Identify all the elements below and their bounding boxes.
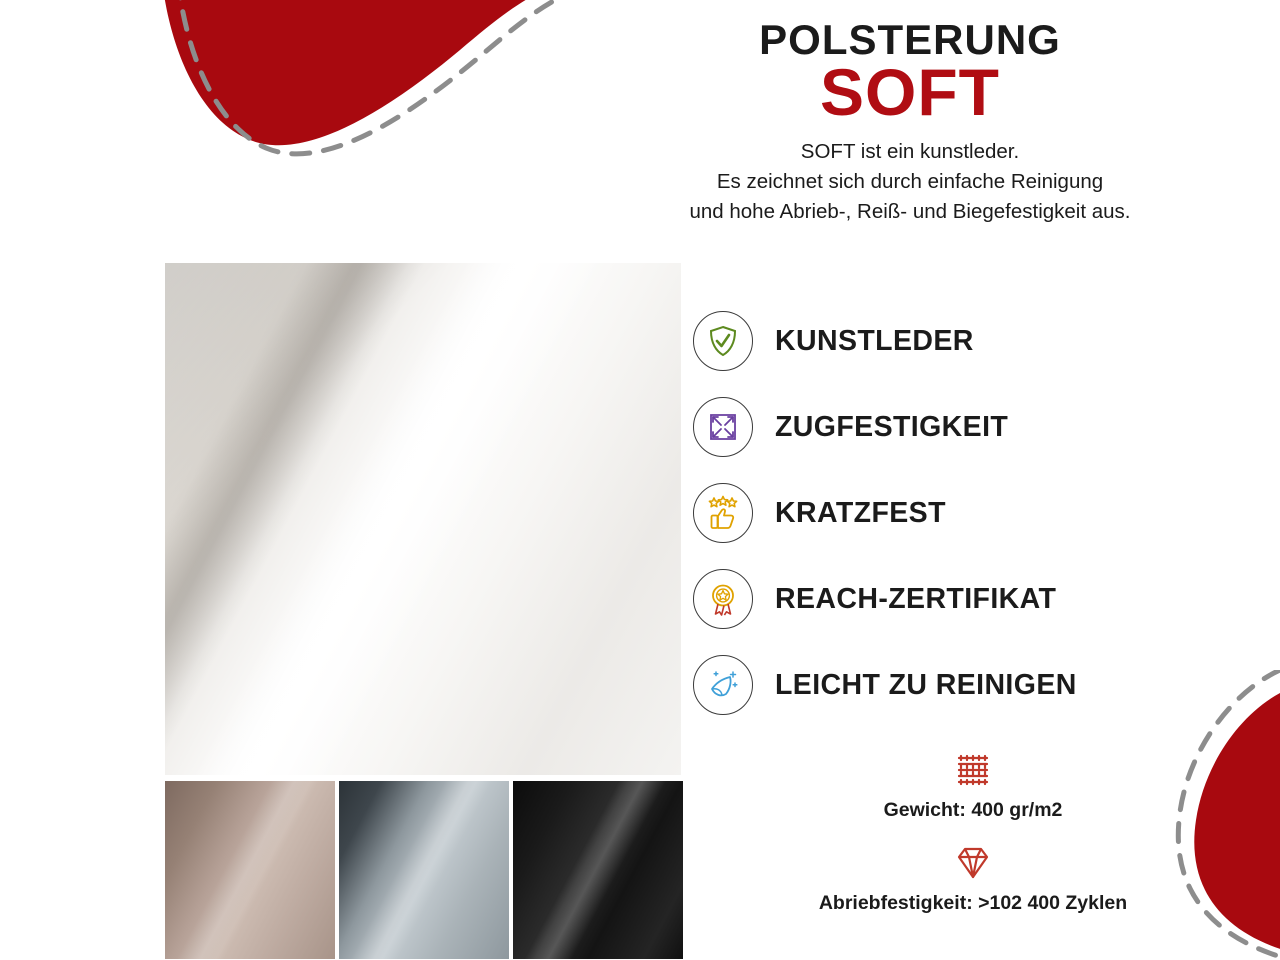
feature-item-kunstleder xyxy=(693,298,1253,384)
weave-icon xyxy=(693,745,1253,795)
spec-text: Abriebfestigkeit: >102 400 Zyklen xyxy=(818,892,1128,914)
page-title: POLSTERUNG xyxy=(759,16,1061,63)
shield-check-icon xyxy=(693,311,753,371)
cleaning-cloth-icon xyxy=(693,655,753,715)
description-line-1: SOFT ist ein kunstleder. xyxy=(800,140,1020,164)
fabric-fold-highlight xyxy=(165,781,335,959)
fabric-fold-highlight xyxy=(165,263,681,775)
tensile-arrows-icon xyxy=(693,397,753,457)
feature-item-reach-zertifikat xyxy=(693,556,1253,642)
red-ribbon-top-decoration xyxy=(100,0,620,220)
header-block xyxy=(560,18,1260,227)
fabric-fold-highlight xyxy=(513,781,683,959)
spec-list xyxy=(693,745,1253,931)
soft-taupe-thumbnail[interactable] xyxy=(165,781,335,959)
soft-grau-thumbnail[interactable] xyxy=(339,781,509,959)
thumbs-up-stars-icon xyxy=(693,483,753,543)
diamond-icon xyxy=(693,838,1253,888)
page-subtitle: SOFT xyxy=(820,55,1000,130)
description-line-3: und hohe Abrieb-, Reiß- und Biegefestigkeit aus. xyxy=(689,199,1131,223)
feature-list xyxy=(693,298,1253,728)
feature-label: KUNSTLEDER xyxy=(775,324,974,357)
spec-text: Gewicht: 400 gr/m2 xyxy=(883,799,1063,821)
feature-label: ZUGFESTIGKEIT xyxy=(775,410,1009,443)
award-rosette-icon xyxy=(693,569,753,629)
feature-item-kratzfest xyxy=(693,470,1253,556)
feature-item-leicht-zu-reinigen xyxy=(693,642,1253,728)
main-swatch-image xyxy=(165,263,681,775)
spec-item-abriebfestigkeit xyxy=(693,838,1253,915)
spec-item-gewicht xyxy=(693,745,1253,822)
feature-item-zugfestigkeit xyxy=(693,384,1253,470)
description-line-2: Es zeichnet sich durch einfache Reinigung xyxy=(716,170,1104,194)
feature-label: KRATZFEST xyxy=(775,496,946,529)
feature-label: LEICHT ZU REINIGEN xyxy=(775,668,1077,701)
soft-schwarz-thumbnail[interactable] xyxy=(513,781,683,959)
feature-label: REACH-ZERTIFIKAT xyxy=(775,582,1057,615)
description xyxy=(560,137,1260,226)
fabric-fold-highlight xyxy=(339,781,509,959)
